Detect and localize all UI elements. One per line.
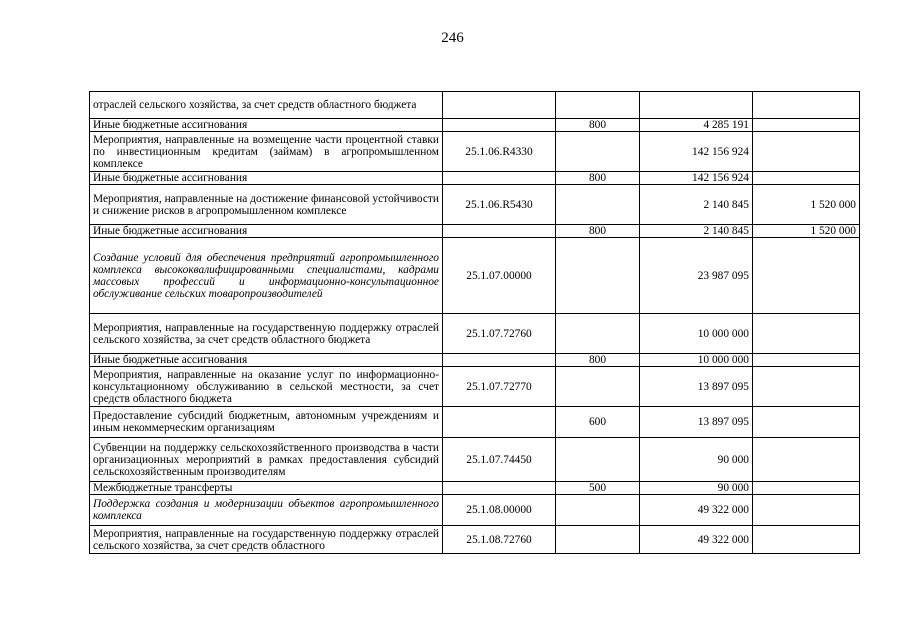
row-code: [443, 119, 556, 132]
row-amount: 13 897 095: [640, 407, 753, 438]
table-row: [90, 314, 860, 354]
row-code: [443, 482, 556, 495]
row-amount: 90 000: [640, 438, 753, 482]
row-amount: 2 140 845: [640, 185, 753, 225]
table-row: [90, 367, 860, 407]
table-row: [90, 132, 860, 172]
table-row: [90, 495, 860, 526]
row-amount: 142 156 924: [640, 132, 753, 172]
row-name: Мероприятия, направленные на возмещение части процентной ставки по инвестиционным кредитам (займам) в агропромышленном комплексе: [90, 132, 443, 172]
row-expense-type: 800: [556, 172, 640, 185]
row-amount: 49 322 000: [640, 526, 753, 554]
row-expense-type: [556, 238, 640, 314]
row-amount: 10 000 000: [640, 354, 753, 367]
row-amount-2: [753, 314, 860, 354]
row-name: отраслей сельского хозяйства, за счет средств областного бюджета: [90, 92, 443, 119]
row-name: Поддержка создания и модернизации объектов агропромышленного комплекса: [90, 495, 443, 526]
row-code: [443, 354, 556, 367]
table-row: [90, 482, 860, 495]
row-amount-2: [753, 367, 860, 407]
row-amount-2: [753, 495, 860, 526]
row-amount-2: [753, 238, 860, 314]
row-amount: 4 285 191: [640, 119, 753, 132]
page-number: 246: [441, 30, 464, 46]
row-amount-2: 1 520 000: [753, 185, 860, 225]
row-amount: 142 156 924: [640, 172, 753, 185]
row-amount-2: [753, 354, 860, 367]
row-name: Мероприятия, направленные на государственную поддержку отраслей сельского хозяйства, за счет средств областного: [90, 526, 443, 554]
row-expense-type: [556, 314, 640, 354]
row-name: Субвенции на поддержку сельскохозяйственного производства в части организационных мероприятий в рамках предоставления субсидий сельскохозяйственным производителям: [90, 438, 443, 482]
row-amount: 13 897 095: [640, 367, 753, 407]
row-amount: 10 000 000: [640, 314, 753, 354]
row-code: [443, 225, 556, 238]
row-amount-2: [753, 92, 860, 119]
row-name: Межбюджетные трансферты: [90, 482, 443, 495]
row-code: 25.1.07.72760: [443, 314, 556, 354]
row-code: [443, 407, 556, 438]
row-amount-2: [753, 526, 860, 554]
row-expense-type: 800: [556, 225, 640, 238]
row-expense-type: [556, 526, 640, 554]
row-name: Мероприятия, направленные на оказание услуг по информационно-консультационному обслуживанию в сельской местности, за счет средств областного бюджета: [90, 367, 443, 407]
row-amount: [640, 92, 753, 119]
row-name: Иные бюджетные ассигнования: [90, 172, 443, 185]
row-amount-2: [753, 119, 860, 132]
row-name: Иные бюджетные ассигнования: [90, 119, 443, 132]
row-name: Мероприятия, направленные на достижение финансовой устойчивости и снижение рисков в агропромышленном комплексе: [90, 185, 443, 225]
row-expense-type: 800: [556, 354, 640, 367]
row-name: Создание условий для обеспечения предприятий агропромышленного комплекса высококвалифицированными специалистами, кадрами массовых профессий и информационно-консультационное обслуживание сельских товаропроизводителей: [90, 238, 443, 314]
row-expense-type: [556, 495, 640, 526]
row-name: Иные бюджетные ассигнования: [90, 354, 443, 367]
row-expense-type: [556, 92, 640, 119]
row-expense-type: 600: [556, 407, 640, 438]
row-expense-type: 500: [556, 482, 640, 495]
table-row: [90, 438, 860, 482]
row-code: 25.1.08.00000: [443, 495, 556, 526]
row-amount: 2 140 845: [640, 225, 753, 238]
table-row: [90, 407, 860, 438]
row-name: Предоставление субсидий бюджетным, автономным учреждениям и иным некоммерческим организациям: [90, 407, 443, 438]
budget-table: [89, 91, 860, 554]
table-row: [90, 172, 860, 185]
table-row: [90, 119, 860, 132]
row-expense-type: 800: [556, 119, 640, 132]
row-name: Мероприятия, направленные на государственную поддержку отраслей сельского хозяйства, за счет средств областного бюджета: [90, 314, 443, 354]
row-amount-2: [753, 172, 860, 185]
table-row: [90, 185, 860, 225]
table-row: [90, 238, 860, 314]
row-expense-type: [556, 438, 640, 482]
table-row: [90, 354, 860, 367]
row-amount-2: [753, 132, 860, 172]
row-code: 25.1.07.00000: [443, 238, 556, 314]
row-amount-2: [753, 482, 860, 495]
row-code: 25.1.07.72770: [443, 367, 556, 407]
row-amount-2: [753, 438, 860, 482]
row-name: Иные бюджетные ассигнования: [90, 225, 443, 238]
row-amount-2: [753, 407, 860, 438]
row-code: [443, 172, 556, 185]
row-code: 25.1.08.72760: [443, 526, 556, 554]
row-amount-2: 1 520 000: [753, 225, 860, 238]
row-code: [443, 92, 556, 119]
table-row: [90, 526, 860, 554]
row-code: 25.1.07.74450: [443, 438, 556, 482]
row-expense-type: [556, 367, 640, 407]
row-amount: 49 322 000: [640, 495, 753, 526]
row-expense-type: [556, 185, 640, 225]
row-code: 25.1.06.R4330: [443, 132, 556, 172]
row-code: 25.1.06.R5430: [443, 185, 556, 225]
row-expense-type: [556, 132, 640, 172]
row-amount: 23 987 095: [640, 238, 753, 314]
table-row: [90, 225, 860, 238]
row-amount: 90 000: [640, 482, 753, 495]
table-row: [90, 92, 860, 119]
